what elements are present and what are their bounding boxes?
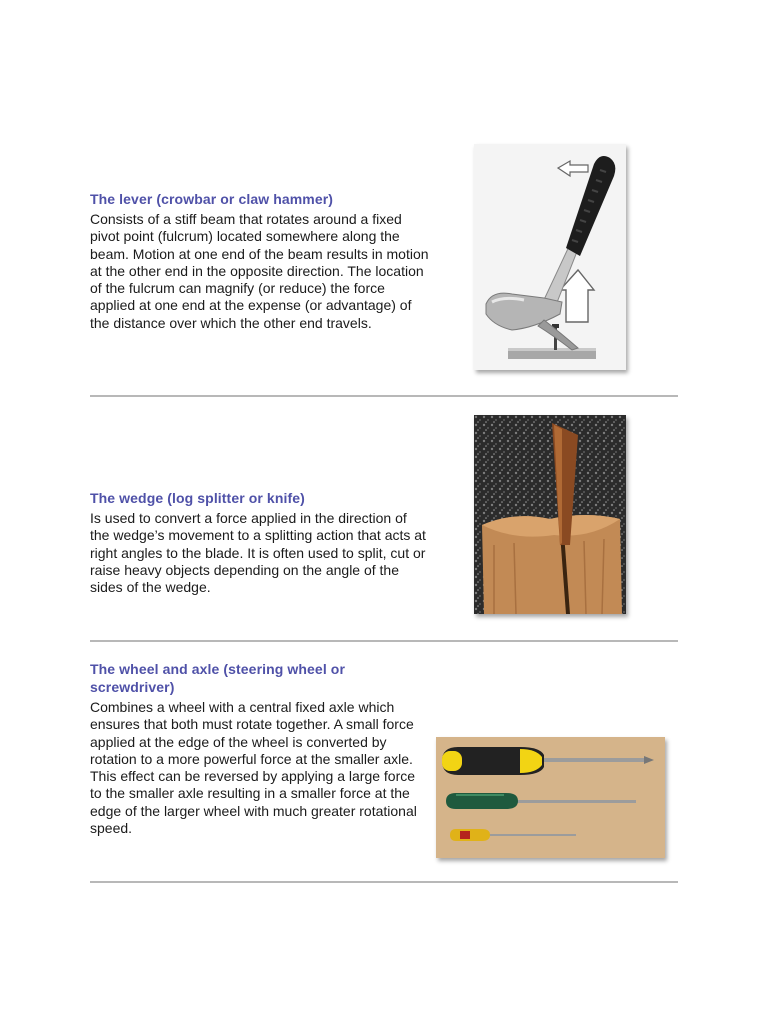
section-lever [90, 190, 430, 332]
lever-text: Consists of a stiff beam that rotates around a fixed pivot point (fulcrum) located somewhere along the beam. Motion at one end of the beam results in motion at the other end in the opposite direction. The location of the fulcrum can magnify (or reduce) the force applied at one end at the expense (or advantage) of the distance over which the other end travels. [90, 211, 429, 331]
divider-1 [90, 395, 678, 397]
section-wheel-axle [90, 660, 430, 837]
wedge-text: Is used to convert a force applied in the direction of the wedge’s movement to a splitting action that acts at right angles to the blade. It is often used to split, cut or raise heavy objects depending on the angle of the sides of the wedge. [90, 510, 426, 596]
wheel-axle-heading: The wheel and axle (steering wheel or screwdriver) [90, 661, 345, 695]
section-wedge [90, 489, 430, 596]
lever-heading: The lever (crowbar or claw hammer) [90, 191, 334, 207]
wheel-axle-text: Combines a wheel with a central fixed axle which ensures that both must rotate together. A small force applied at the edge of the wheel is converted by rotation to a more powerful force at the smaller axle. This effect can be reversed by applying a large force to the smaller axle resulting in a smaller force at the edge of the larger wheel with much greater rotational speed. [90, 699, 417, 837]
screwdrivers-image [436, 737, 665, 858]
wedge-image [474, 415, 626, 614]
hammer-image [474, 144, 626, 370]
wedge-heading: The wedge (log splitter or knife) [90, 490, 305, 506]
divider-3 [90, 881, 678, 883]
divider-2 [90, 640, 678, 642]
